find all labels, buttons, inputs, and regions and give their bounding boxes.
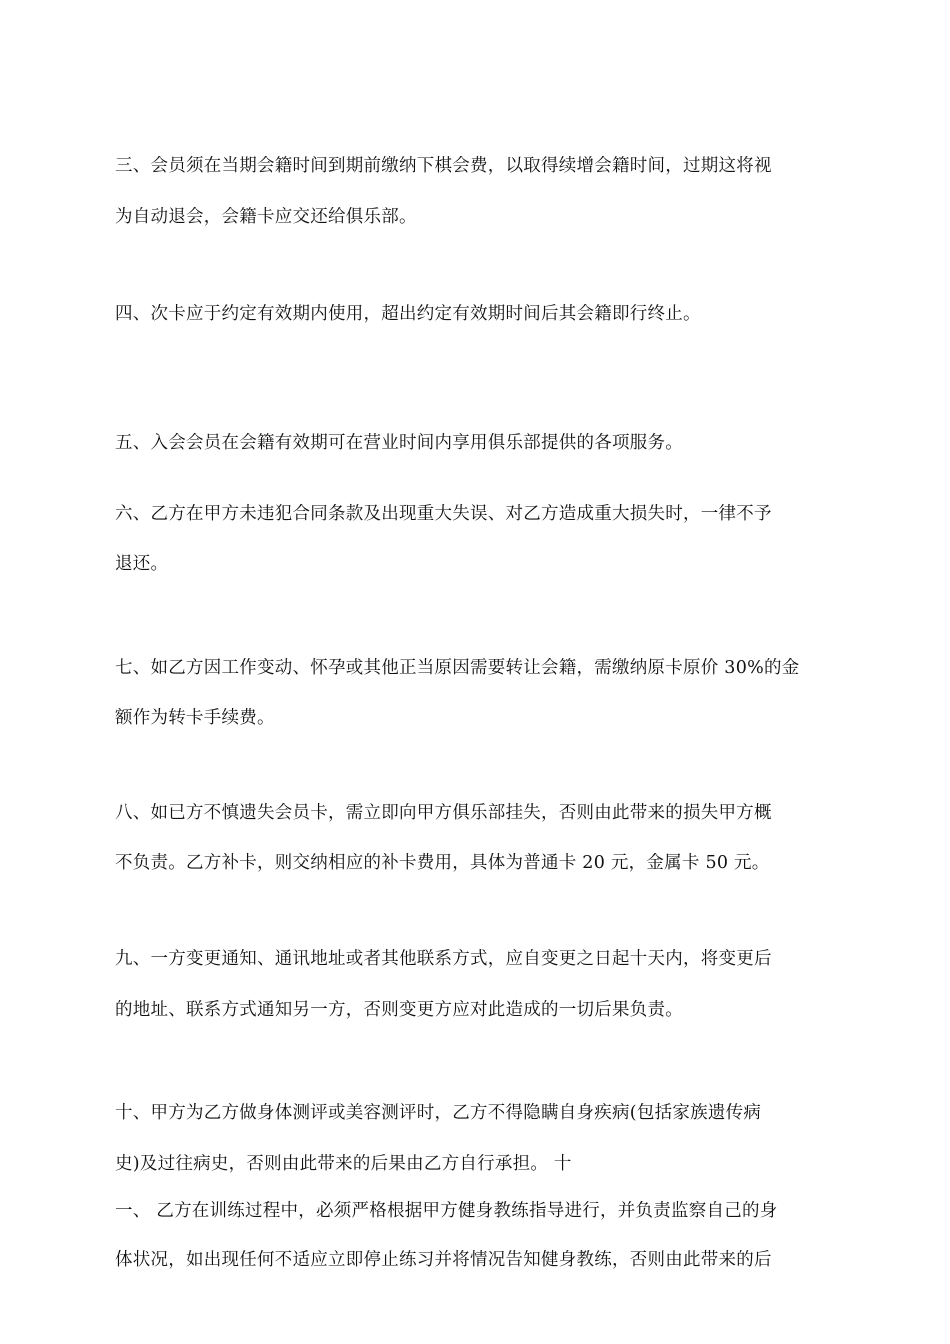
text-line: 七、如乙方因工作变动、怀孕或其他正当原因需要转让会籍，需缴纳原卡原价 30%的金 xyxy=(115,658,800,678)
text-line: 一、 乙方在训练过程中，必须严格根据甲方健身教练指导进行，并负责监察自己的身 xyxy=(115,1201,778,1221)
text-line: 九、一方变更通知、通讯地址或者其他联系方式，应自变更之日起十天内，将变更后 xyxy=(115,949,772,969)
text-line: 退还。 xyxy=(115,554,169,574)
text-line: 四、次卡应于约定有效期内使用，超出约定有效期时间后其会籍即行终止。 xyxy=(115,304,701,324)
text-line: 史)及过往病史，否则由此带来的后果由乙方自行承担。 十 xyxy=(115,1154,572,1174)
text-line: 体状况，如出现任何不适应立即停止练习并将情况告知健身教练，否则由此带来的后 xyxy=(115,1250,772,1270)
text-line: 为自动退会，会籍卡应交还给俱乐部。 xyxy=(115,207,417,227)
text-line: 额作为转卡手续费。 xyxy=(115,708,275,728)
text-line: 三、会员须在当期会籍时间到期前缴纳下棋会费，以取得续增会籍时间，过期这将视 xyxy=(115,156,772,176)
text-line: 不负责。乙方补卡，则交纳相应的补卡费用，具体为普通卡 20 元，金属卡 50 元。 xyxy=(115,853,770,873)
text-line: 八、如已方不慎遗失会员卡，需立即向甲方俱乐部挂失，否则由此带来的损失甲方概 xyxy=(115,803,772,823)
text-line: 十、甲方为乙方做身体测评或美容测评时，乙方不得隐瞒自身疾病(包括家族遗传病 xyxy=(115,1103,762,1123)
text-line: 六、乙方在甲方未违犯合同条款及出现重大失误、对乙方造成重大损失时，一律不予 xyxy=(115,504,772,524)
text-line: 五、入会会员在会籍有效期可在营业时间内享用俱乐部提供的各项服务。 xyxy=(115,433,683,453)
text-line: 的地址、联系方式通知另一方，否则变更方应对此造成的一切后果负责。 xyxy=(115,1000,683,1020)
